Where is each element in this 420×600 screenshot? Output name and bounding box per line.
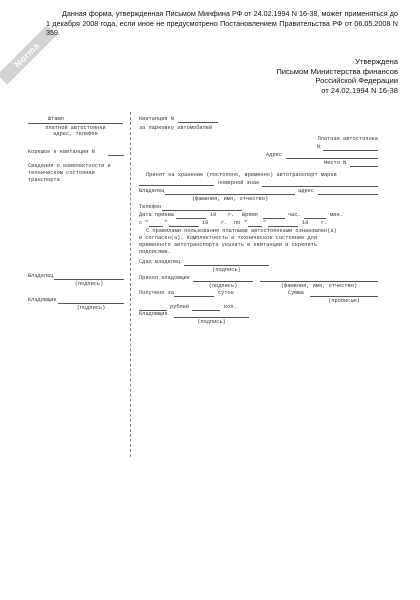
receipt-minute-line <box>304 218 326 219</box>
receipt-date-accept: Дата приема <box>139 212 174 218</box>
receipt-plate-label: номерной знак <box>218 180 260 186</box>
receipt-kop: коп. <box>224 304 237 310</box>
stub-info-2: техническом состоянии <box>28 170 95 176</box>
receipt-num-label: N <box>317 144 321 150</box>
receipt-minutes: мин. <box>330 212 343 218</box>
watermark: Norma <box>0 25 57 84</box>
receipt-plate-line <box>262 186 378 187</box>
stub-stamp-line <box>28 123 123 124</box>
receipt-days: суток <box>218 290 234 296</box>
stub-owner-line <box>54 279 124 280</box>
receipt-to-month-line <box>268 226 298 227</box>
receipt-to-label: по <box>234 220 241 226</box>
receipt-yr-1: г. <box>228 212 235 218</box>
receipt-rules-2: и согласен(а). Комплектность и техническое состояние для <box>139 235 318 241</box>
receipt-number-line <box>178 122 218 123</box>
approval-line-2: Письмом Министерства финансов <box>276 66 398 76</box>
receipt-hours: час. <box>288 212 301 218</box>
receipt-quote-3: " <box>244 220 248 226</box>
usage-notice <box>46 9 398 38</box>
receipt-fio: (фамилия, имя, отчество) <box>191 196 269 202</box>
receipt-year-3: 19 <box>302 220 309 226</box>
approval-line-4: от 24.02.1994 N 16-38 <box>321 85 398 95</box>
notice-line-1: Данная форма, утвержденная Письмом Минфина РФ от 24.02.1994 N 16-38, может <box>62 9 343 18</box>
receipt-paid-for: Получено за <box>139 290 174 296</box>
stub-owner-signature: (подпись) <box>74 281 104 287</box>
receipt-to-day-line <box>248 226 262 227</box>
receipt-year-2: 19 <box>202 220 209 226</box>
receipt-yr-3: г. <box>321 220 328 226</box>
receipt-handed-owner: Сдал владелец <box>139 259 181 265</box>
receipt-place-line <box>350 166 378 167</box>
receipt-storekeeper2: Кладовщик <box>139 311 168 317</box>
stub-info-1: Сведения о комплектности и <box>28 163 111 169</box>
receipt-from-day-line <box>149 226 163 227</box>
receipt-brand-line <box>139 185 214 186</box>
receipt-num-line <box>323 150 378 151</box>
stub-storekeeper: Кладовщик <box>28 297 57 303</box>
receipt-address2-line <box>318 194 378 195</box>
stub-storekeeper-signature: (подпись) <box>76 305 106 311</box>
receipt-quote-4: " <box>263 220 267 226</box>
stub-storekeeper-line <box>58 303 124 304</box>
receipt-place-label: Место N <box>324 160 347 166</box>
receipt-year-1: 19 <box>210 212 217 218</box>
receipt-received-fio-line <box>260 281 378 282</box>
receipt-owner-line <box>165 194 295 195</box>
stub-address-phone: адрес, телефон <box>53 131 98 137</box>
receipt-in-words: (прописью) <box>328 298 360 304</box>
receipt-quote-2: " <box>164 220 168 226</box>
receipt-sig-b: (подпись) <box>208 283 238 289</box>
receipt-rules-1: С правилами пользования платными автостоянками ознакомлен(а) <box>146 228 337 234</box>
stub-stamp: Штамп <box>48 116 64 122</box>
stub-owner: Владелец <box>28 273 54 279</box>
stub-spine-line <box>108 155 124 156</box>
approval-line-1: Утверждена <box>355 57 398 66</box>
receipt-parking: Платная автостоянка <box>317 136 378 142</box>
receipt-handed-line <box>184 265 269 266</box>
tear-line <box>130 112 131 457</box>
receipt-rules-4: подписями. <box>139 249 171 255</box>
notice-line-3: Правительства РФ от 06.05.2008 N 359. <box>46 18 398 38</box>
receipt-accepted: Принят на хранение (постоянно, временно) автотранспорт марки <box>146 172 337 178</box>
notice-line-2: применяться до 1 декабря 2008 года, если иное не предусмотрено Постановлением <box>46 9 399 28</box>
receipt-fio2: (фамилия, имя, отчество) <box>280 283 358 289</box>
receipt-days-line <box>174 296 214 297</box>
receipt-address-line <box>286 158 378 159</box>
receipt-time-label: Время <box>242 212 258 218</box>
receipt-address-label: Адрес <box>266 152 282 158</box>
receipt-sum-line <box>310 296 378 297</box>
receipt-subtitle: за парковку автомобилей <box>139 125 213 131</box>
receipt-sig-a: (подпись) <box>212 267 241 273</box>
receipt-phone-label: Телефон <box>139 204 162 210</box>
receipt-storekeeper2-line <box>174 317 249 318</box>
receipt-received-store: Принял кладовщик <box>139 275 190 281</box>
approval-block <box>228 57 398 95</box>
receipt-sum-label: Сумма <box>288 290 304 296</box>
receipt-from-month-line <box>169 226 199 227</box>
receipt-rules-3: временного автотранспорта указать в квитанции и скрепить <box>139 242 318 248</box>
receipt-received-line <box>193 281 253 282</box>
receipt-time-line <box>263 218 285 219</box>
receipt-sig-c: (подпись) <box>197 319 226 325</box>
receipt-phone-line <box>162 210 242 211</box>
approval-line-3: Российской Федерации <box>315 76 398 86</box>
receipt-owner-label: Владелец <box>139 188 165 194</box>
receipt-kop-line <box>192 310 220 311</box>
receipt-address2-label: адрес <box>298 188 314 194</box>
receipt-title: Квитанция N <box>139 116 174 122</box>
receipt-yr-2: г. <box>221 220 228 226</box>
stub-info-3: транспорта <box>28 177 60 183</box>
stub-spine-receipt: Корешок к квитанции N <box>28 149 95 155</box>
receipt-form <box>28 112 384 457</box>
receipt-from-label: с <box>139 220 143 226</box>
stub-parking-name: платной автостоянки <box>45 125 106 131</box>
receipt-rub: рублей <box>170 304 190 310</box>
receipt-date-line <box>176 218 206 219</box>
receipt-quote-1: " <box>145 220 149 226</box>
